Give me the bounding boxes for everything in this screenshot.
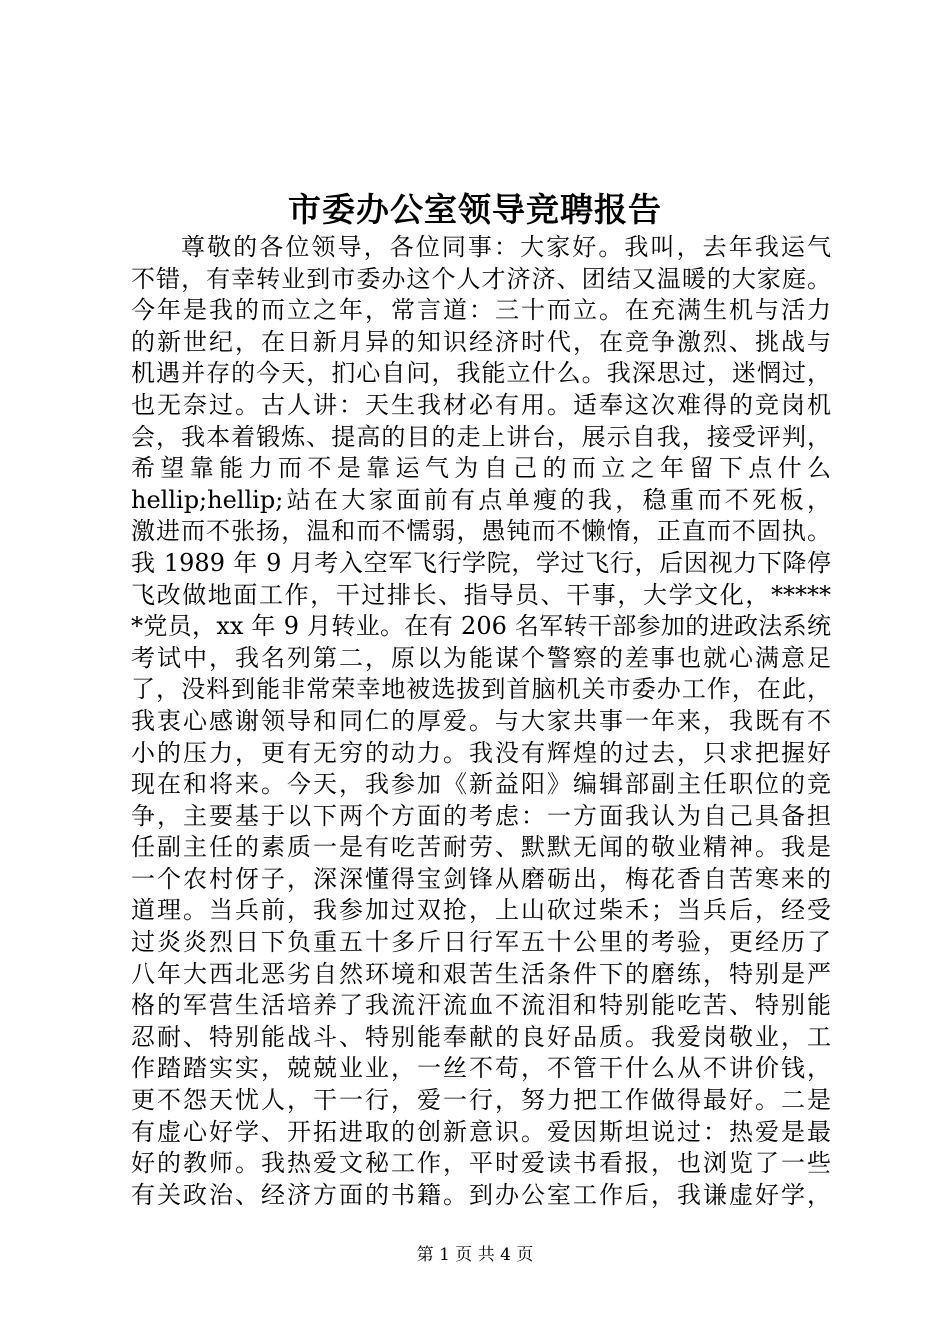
body-line: 现在和将来。今天，我参加《新益阳》编辑部副主任职位的竞	[131, 770, 831, 799]
body-line: 小的压力，更有无穷的动力。我没有辉煌的过去，只求把握好	[131, 738, 831, 767]
body-line: 今年是我的而立之年，常言道：三十而立。在充满生机与活力	[131, 296, 831, 325]
body-line: 会，我本着锻炼、提高的目的走上讲台，展示自我，接受评判，	[131, 422, 831, 451]
body-text	[131, 232, 831, 1211]
body-line: 飞改做地面工作，干过排长、指导员、干事，大学文化，*****	[131, 580, 831, 609]
body-line: 我衷心感谢领导和同仁的厚爱。与大家共事一年来，我既有不	[131, 706, 831, 735]
body-line: 我 1989 年 9 月考入空军飞行学院，学过飞行，后因视力下降停	[131, 548, 831, 577]
body-line: hellip;hellip;站在大家面前有点单瘦的我，稳重而不死板，	[131, 485, 831, 514]
body-line: 了，没料到能非常荣幸地被选拔到首脑机关市委办工作，在此，	[131, 675, 831, 704]
body-line: 尊敬的各位领导，各位同事：大家好。我叫，去年我运气	[181, 233, 831, 261]
body-line: 不错，有幸转业到市委办这个人才济济、团结又温暖的大家庭。	[131, 264, 831, 293]
body-line: 有虚心好学、开拓进取的创新意识。爱因斯坦说过：热爱是最	[131, 1117, 831, 1146]
body-line: 也无奈过。古人讲：天生我材必有用。适奉这次难得的竞岗机	[131, 390, 831, 419]
body-line: 有关政治、经济方面的书籍。到办公室工作后，我谦虚好学，	[131, 1180, 831, 1209]
body-line: 的新世纪，在日新月异的知识经济时代，在竞争激烈、挑战与	[131, 327, 831, 356]
body-line: 任副主任的素质一是有吃苦耐劳、默默无闻的敬业精神。我是	[131, 833, 831, 862]
body-line: 道理。当兵前，我参加过双抢，上山砍过柴禾；当兵后，经受	[131, 896, 831, 925]
body-line: 好的教师。我热爱文秘工作，平时爱读书看报，也浏览了一些	[131, 1149, 831, 1178]
body-line: 更不怨天忧人，干一行，爱一行，努力把工作做得最好。二是	[131, 1086, 831, 1115]
page-footer: 第 1 页 共 4 页	[416, 1245, 534, 1265]
body-line: 机遇并存的今天，扪心自问，我能立什么。我深思过，迷惘过，	[131, 359, 831, 388]
body-line: 一个农村伢子，深深懂得宝剑锋从磨砺出，梅花香自苦寒来的	[131, 864, 831, 893]
body-line: 激进而不张扬，温和而不懦弱，愚钝而不懒惰，正直而不固执。	[131, 517, 831, 546]
body-line: *党员，xx 年 9 月转业。在有 206 名军转干部参加的进政法系统	[131, 612, 831, 641]
body-line: 忍耐、特别能战斗、特别能奉献的良好品质。我爱岗敬业，工	[131, 1022, 831, 1051]
body-line: 格的军营生活培养了我流汗流血不流泪和特别能吃苦、特别能	[131, 991, 831, 1020]
body-line: 八年大西北恶劣自然环境和艰苦生活条件下的磨练，特别是严	[131, 959, 831, 988]
body-line: 争，主要基于以下两个方面的考虑：一方面我认为自己具备担	[131, 801, 831, 830]
body-line: 过炎炎烈日下负重五十多斤日行军五十公里的考验，更经历了	[131, 928, 831, 957]
body-line: 希望靠能力而不是靠运气为自己的而立之年留下点什么	[131, 454, 831, 483]
document-title: 市委办公室领导竞聘报告	[288, 190, 662, 229]
body-line: 作踏踏实实，兢兢业业，一丝不苟，不管干什么从不讲价钱，	[131, 1054, 831, 1083]
body-line: 考试中，我名列第二，原以为能谋个警察的差事也就心满意足	[131, 643, 831, 672]
